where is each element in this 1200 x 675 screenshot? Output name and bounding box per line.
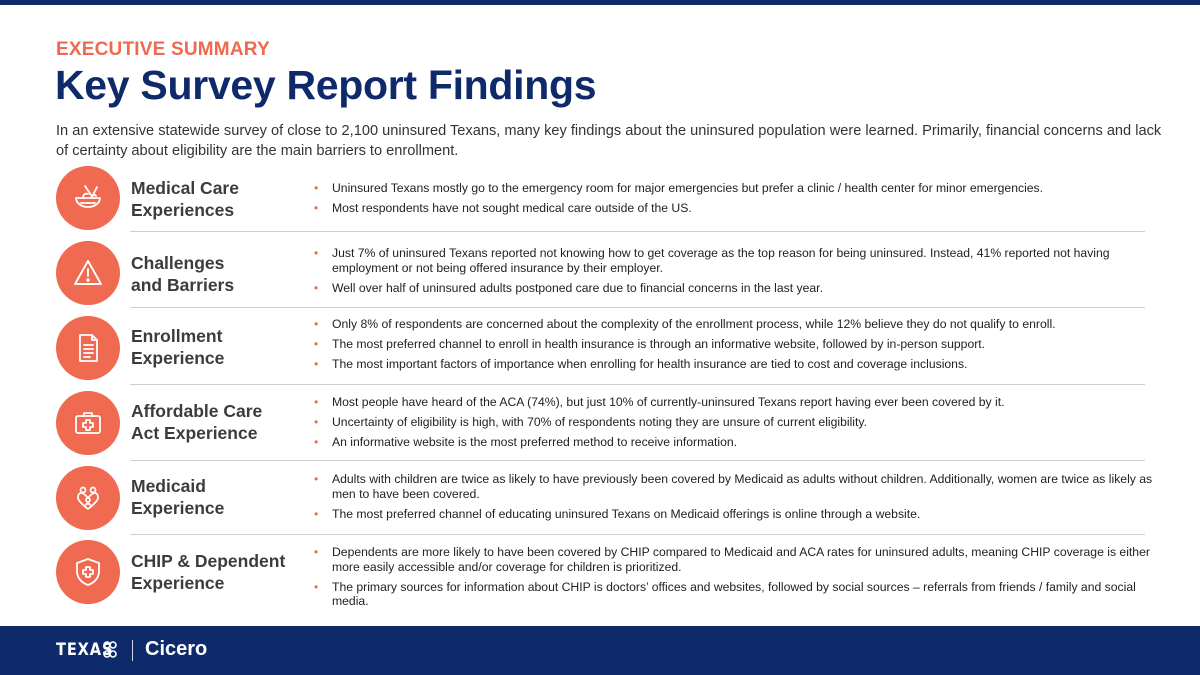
section-title-line1: Medical Care	[131, 178, 239, 198]
list-item: • Just 7% of uninsured Texans reported not knowing how to get coverage as the top reason for being uninsured. Instead, 41% reported not having employment or not being offered insurance by their employer.	[314, 246, 1169, 275]
divider	[130, 307, 1145, 308]
divider	[130, 460, 1145, 461]
list-item: • An informative website is the most preferred method to receive information.	[314, 435, 1169, 450]
section-title	[131, 400, 316, 444]
logo-separator	[132, 640, 133, 661]
bullet-list	[314, 545, 1169, 614]
list-item: • The most important factors of importance when enrolling for health insurance are tied to cost and coverage inclusions.	[314, 357, 1169, 372]
section-title-line2: Experiences	[131, 200, 235, 220]
footer-bar	[0, 626, 1200, 675]
bowl-icon	[56, 166, 120, 230]
divider	[130, 384, 1145, 385]
bullet-list	[314, 246, 1169, 301]
section-title-line1: Affordable Care	[131, 401, 263, 421]
list-item: • Adults with children are twice as likely to have previously been covered by Medicaid as adults without children. Additionally, women are twice as likely as men to have been covered.	[314, 472, 1169, 501]
section-title-line2: Experience	[131, 498, 225, 518]
bullet-list	[314, 181, 1169, 221]
eyebrow-label: EXECUTIVE SUMMARY	[56, 39, 270, 60]
section-title	[131, 252, 316, 296]
bullet-list	[314, 317, 1169, 377]
section-title-line2: Experience	[131, 573, 225, 593]
bullet-list	[314, 395, 1169, 455]
family-heart-icon	[56, 466, 120, 530]
list-item: • Most respondents have not sought medical care outside of the US.	[314, 201, 1169, 216]
document-icon	[56, 316, 120, 380]
texas-logo-mark	[103, 641, 117, 659]
section-title-line2: and Barriers	[131, 275, 235, 295]
list-item: • Only 8% of respondents are concerned about the complexity of the enrollment process, while 12% believe they do not qualify to enroll.	[314, 317, 1169, 332]
list-item: • Uncertainty of eligibility is high, with 70% of respondents noting they are unsure of current eligibility.	[314, 415, 1169, 430]
divider	[130, 534, 1145, 535]
section-title	[131, 325, 316, 369]
divider	[130, 231, 1145, 232]
page-title: Key Survey Report Findings	[55, 62, 597, 108]
section-title-line1: Enrollment	[131, 326, 223, 346]
section-title	[131, 177, 316, 221]
medical-kit-icon	[56, 391, 120, 455]
intro-paragraph: In an extensive statewide survey of close to 2,100 uninsured Texans, many key findings about the uninsured population were learned. Primarily, financial concerns and lack of certainty about eligibility are the main barriers to enrollment.	[56, 123, 1162, 159]
top-rule	[0, 0, 1200, 5]
section-title-line2: Act Experience	[131, 423, 258, 443]
warning-icon	[56, 241, 120, 305]
texas-logo: TEXAS	[56, 640, 114, 660]
section-title	[131, 550, 316, 594]
list-item: • Dependents are more likely to have been covered by CHIP compared to Medicaid and ACA rates for uninsured adults, meaning CHIP coverage is either more easily accessible and/or coverage for children is prioritized.	[314, 545, 1169, 574]
list-item: • The most preferred channel of educating uninsured Texans on Medicaid offerings is online through a website.	[314, 507, 1169, 522]
list-item: • The primary sources for information about CHIP is doctors’ offices and websites, followed by social sources – referrals from friends / family and social media.	[314, 580, 1169, 609]
section-title	[131, 475, 316, 519]
list-item: • Well over half of uninsured adults postponed care due to financial concerns in the last year.	[314, 281, 1169, 296]
section-title-line1: CHIP & Dependent	[131, 551, 286, 571]
section-title-line1: Challenges	[131, 253, 225, 273]
list-item: • The most preferred channel to enroll in health insurance is through an informative website, followed by in-person support.	[314, 337, 1169, 352]
shield-cross-icon	[56, 540, 120, 604]
cicero-logo: Cicero	[145, 638, 208, 660]
section-title-line2: Experience	[131, 348, 225, 368]
list-item: • Uninsured Texans mostly go to the emergency room for major emergencies but prefer a clinic / health center for minor emergencies.	[314, 181, 1169, 196]
bullet-list	[314, 472, 1169, 527]
section-title-line1: Medicaid	[131, 476, 206, 496]
list-item: • Most people have heard of the ACA (74%), but just 10% of currently-uninsured Texans report having ever been covered by it.	[314, 395, 1169, 410]
